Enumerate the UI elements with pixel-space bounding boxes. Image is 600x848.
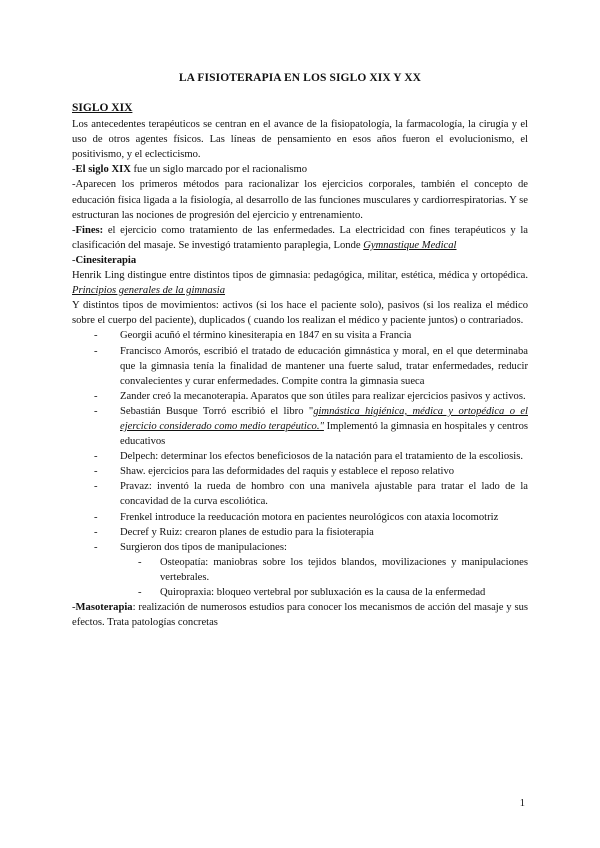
intro-paragraph: Los antecedentes terapéuticos se centran en el avance de la fisiopatología, la farmacología, la cirugía y el uso de otros agentes físicos. Las líneas de pensamiento en esos años fueron el evolucionismo, el positivismo, y el eclecticismo. [72, 119, 528, 161]
fines-work-title: Gymnastique Medical [363, 239, 457, 251]
aparecen-paragraph: -Aparecen los primeros métodos para racionalizar los ejercicios corporales, también el concepto de educación física ligada a la fisiología, al desarrollo de las funciones musculares y cardiorrespiratorias. Y se estructuran las nociones de progresión del ejercicio y entrenamiento. [72, 179, 528, 221]
section-heading: SIGLO XIX [72, 102, 133, 114]
document-page [72, 0, 528, 848]
list-item: - Shaw. ejercicios para las deformidades del raquis y establece el reposo relativo [120, 464, 528, 479]
busque-work-title: gimnástica higiénica, médica y ortopédica o el ejercicio considerado como medio terapéutico." [120, 405, 528, 432]
list-item: - Francisco Amorós, escribió el tratado de educación gimnástica y moral, en el que determinaba que la gimnasia tenía la finalidad de mantener una fuerte salud, tratar enfermedades, reducir convalecientes y curar enfermedades. Compite contra la gimnasia sueca [120, 344, 528, 389]
ling-work-title: Principios generales de la gimnasia [72, 285, 226, 297]
list-item: - Frenkel introduce la reeducación motora en pacientes neurológicos con ataxia locomotriz [120, 510, 528, 525]
masoterapia-text: : realización de numerosos estudios para conocer los mecanismos de acción del masaje y sus efectos. Trata patologías concretas [72, 602, 528, 629]
sub-list-item: - Osteopatía: maniobras sobre los tejidos blandos, movilizaciones y manipulaciones vertebrales. [160, 555, 528, 585]
fines-text: el ejercicio como tratamiento de las enfermedades. La electricidad con fines terapéuticos y la clasificación del masaje. Se investigó tratamiento paraplegia, Londe [72, 224, 528, 251]
list-item: - Georgii acuñó el término kinesiterapia en 1847 en su visita a Francia [120, 328, 528, 343]
cinesiterapia-label: Cinesiterapia [75, 254, 137, 266]
page-number: 1 [519, 798, 525, 809]
fines-paragraph: -Fines: el ejercicio como tratamiento de las enfermedades. La electricidad con fines terapéuticos y la clasificación del masaje. Se investigó tratamiento paraplegia, Londe Gymnastique Medical [72, 224, 528, 251]
siglo-text: fue un siglo marcado por el racionalismo [130, 164, 308, 176]
contributors-list [72, 328, 528, 600]
list-item: - Delpech: determinar los efectos beneficiosos de la natación para el tratamiento de la escoliosis. [120, 449, 528, 464]
movimientos-paragraph: Y distintos tipos de movimientos: activos (si los hace el paciente solo), pasivos (si los realiza el médico sobre el cuerpo del paciente), duplicados ( cuando los realizan el médico y paciente juntos) o contrariados. [72, 300, 528, 327]
list-item: - Zander creó la mecanoterapia. Aparatos que son útiles para realizar ejercicios pasivos y activos. [120, 389, 528, 404]
list-item: - Sebastián Busque Torró escribió el libro "gimnástica higiénica, médica y ortopédica o el ejercicio considerado como medio terapéutico." Implementó la gimnasia en hospitales y centros educativos [120, 404, 528, 449]
document-body [72, 101, 528, 630]
masoterapia-label: Masoterapia [75, 602, 133, 614]
sub-list-item: - Quiropraxia: bloqueo vertebral por subluxación es la causa de la enfermedad [160, 585, 528, 600]
fines-label: Fines: [75, 224, 104, 236]
masoterapia-paragraph: -Masoterapia: realización de numerosos estudios para conocer los mecanismos de acción del masaje y sus efectos. Trata patologías concretas [72, 602, 528, 629]
cinesiterapia-heading: -Cinesiterapia [72, 254, 137, 266]
siglo-label: El siglo XIX [75, 164, 131, 176]
list-item: - Surgieron dos tipos de manipulaciones: - Osteopatía: maniobras sobre los tejidos blandos, movilizaciones y manipulaciones vertebrales. - Quiropraxia: bloqueo vertebral por subluxación es la causa de la enfermedad [120, 540, 528, 600]
manipulations-sublist [120, 555, 528, 600]
list-item: - Pravaz: inventó la rueda de hombro con una manivela ajustable para tratar el lado de la concavidad de la curva escoliótica. [120, 479, 528, 509]
ling-text: Henrik Ling distingue entre distintos tipos de gimnasia: pedagógica, militar, estética, médica y ortopédica. [72, 270, 528, 282]
ling-paragraph [72, 268, 528, 298]
list-item: - Decref y Ruiz: crearon planes de estudio para la fisioterapia [120, 525, 528, 540]
siglo-paragraph: -El siglo XIX fue un siglo marcado por el racionalismo [72, 164, 308, 176]
document-title: LA FISIOTERAPIA EN LOS SIGLO XIX Y XX [178, 72, 422, 84]
